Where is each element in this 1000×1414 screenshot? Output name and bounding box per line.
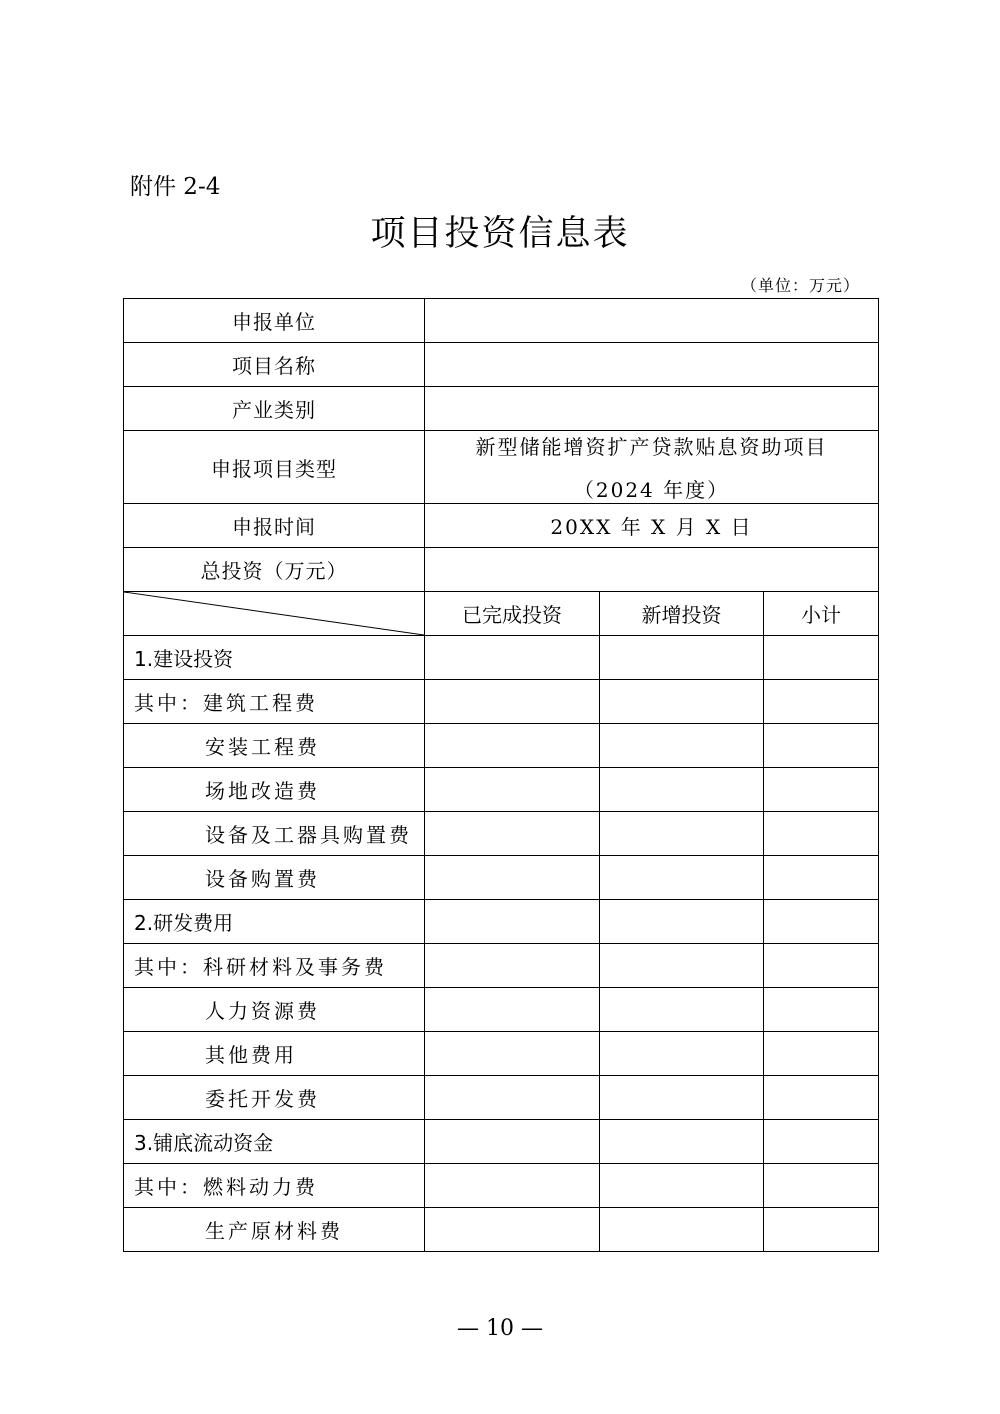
row-label: 设备购置费: [124, 856, 425, 900]
column-header-row: [124, 592, 879, 636]
new-cell[interactable]: [600, 724, 764, 768]
completed-cell[interactable]: [425, 724, 600, 768]
completed-cell[interactable]: [425, 1164, 600, 1208]
subtotal-cell[interactable]: [764, 1032, 879, 1076]
completed-cell[interactable]: [425, 1120, 600, 1164]
completed-cell[interactable]: [425, 856, 600, 900]
page-number: — 10 —: [457, 1316, 543, 1341]
total-investment-value[interactable]: [425, 548, 879, 592]
subtotal-cell[interactable]: [764, 768, 879, 812]
completed-cell[interactable]: [425, 988, 600, 1032]
row-label: 生产原材料费: [124, 1208, 425, 1252]
new-cell[interactable]: [600, 1076, 764, 1120]
row-label: 人力资源费: [124, 988, 425, 1032]
row-label: 场地改造费: [124, 768, 425, 812]
completed-cell[interactable]: [425, 812, 600, 856]
completed-cell[interactable]: [425, 768, 600, 812]
table-row: [124, 431, 879, 504]
table-row: [124, 944, 879, 988]
completed-cell[interactable]: [425, 636, 600, 680]
table-row: [124, 387, 879, 431]
table-row: [124, 1164, 879, 1208]
row-label: 2.研发费用: [124, 900, 425, 944]
new-cell[interactable]: [600, 680, 764, 724]
table-row: [124, 724, 879, 768]
row-label: 设备及工器具购置费: [124, 812, 425, 856]
page-title: 项目投资信息表: [370, 214, 630, 254]
project-type-label: 申报项目类型: [124, 431, 425, 504]
investment-info-table: [123, 298, 879, 1252]
apply-time-value: 20XX 年 X 月 X 日: [425, 504, 879, 548]
applicant-value[interactable]: [425, 299, 879, 343]
subtotal-cell[interactable]: [764, 1208, 879, 1252]
subtotal-cell[interactable]: [764, 812, 879, 856]
subtotal-cell[interactable]: [764, 1120, 879, 1164]
completed-cell[interactable]: [425, 1208, 600, 1252]
new-cell[interactable]: [600, 636, 764, 680]
subtotal-cell[interactable]: [764, 636, 879, 680]
table-row: [124, 343, 879, 387]
project-name-value[interactable]: [425, 343, 879, 387]
subtotal-cell[interactable]: [764, 856, 879, 900]
new-cell[interactable]: [600, 1164, 764, 1208]
table-row: [124, 812, 879, 856]
project-name-label: 项目名称: [124, 343, 425, 387]
completed-cell[interactable]: [425, 1032, 600, 1076]
completed-cell[interactable]: [425, 1076, 600, 1120]
diagonal-line: [124, 592, 424, 635]
row-label: 其他费用: [124, 1032, 425, 1076]
new-cell[interactable]: [600, 988, 764, 1032]
table-row: [124, 900, 879, 944]
subtotal-cell[interactable]: [764, 1164, 879, 1208]
row-label: 其中：科研材料及事务费: [124, 944, 425, 988]
table-row: [124, 768, 879, 812]
new-cell[interactable]: [600, 900, 764, 944]
diagonal-header-cell: [124, 592, 425, 636]
completed-cell[interactable]: [425, 944, 600, 988]
subtotal-cell[interactable]: [764, 988, 879, 1032]
new-cell[interactable]: [600, 768, 764, 812]
row-label: 委托开发费: [124, 1076, 425, 1120]
subtotal-cell[interactable]: [764, 680, 879, 724]
table-row: [124, 636, 879, 680]
project-type-value: [425, 431, 879, 504]
table-row: [124, 548, 879, 592]
col-completed-investment: 已完成投资: [425, 592, 600, 636]
new-cell[interactable]: [600, 944, 764, 988]
completed-cell[interactable]: [425, 680, 600, 724]
total-investment-label: 总投资（万元）: [124, 548, 425, 592]
project-type-line2: （2024 年度）: [573, 478, 730, 502]
new-cell[interactable]: [600, 1032, 764, 1076]
row-label: 安装工程费: [124, 724, 425, 768]
table-row: [124, 1208, 879, 1252]
new-cell[interactable]: [600, 856, 764, 900]
table-row: [124, 856, 879, 900]
applicant-label: 申报单位: [124, 299, 425, 343]
subtotal-cell[interactable]: [764, 944, 879, 988]
col-new-investment: 新增投资: [600, 592, 764, 636]
new-cell[interactable]: [600, 1120, 764, 1164]
table-row: [124, 988, 879, 1032]
project-type-line1: 新型储能增资扩产贷款贴息资助项目: [475, 435, 828, 459]
subtotal-cell[interactable]: [764, 724, 879, 768]
row-label: 3.铺底流动资金: [124, 1120, 425, 1164]
table-row: [124, 504, 879, 548]
completed-cell[interactable]: [425, 900, 600, 944]
table-row: [124, 1120, 879, 1164]
subtotal-cell[interactable]: [764, 1076, 879, 1120]
row-label: 1.建设投资: [124, 636, 425, 680]
unit-note: （单位：万元）: [740, 276, 860, 295]
table-row: [124, 680, 879, 724]
row-label: 其中：建筑工程费: [124, 680, 425, 724]
table-row: [124, 1076, 879, 1120]
new-cell[interactable]: [600, 812, 764, 856]
table-row: [124, 299, 879, 343]
industry-value[interactable]: [425, 387, 879, 431]
new-cell[interactable]: [600, 1208, 764, 1252]
annex-label: 附件 2-4: [130, 174, 221, 200]
col-subtotal: 小计: [764, 592, 879, 636]
apply-time-label: 申报时间: [124, 504, 425, 548]
table-row: [124, 1032, 879, 1076]
industry-label: 产业类别: [124, 387, 425, 431]
subtotal-cell[interactable]: [764, 900, 879, 944]
row-label: 其中：燃料动力费: [124, 1164, 425, 1208]
